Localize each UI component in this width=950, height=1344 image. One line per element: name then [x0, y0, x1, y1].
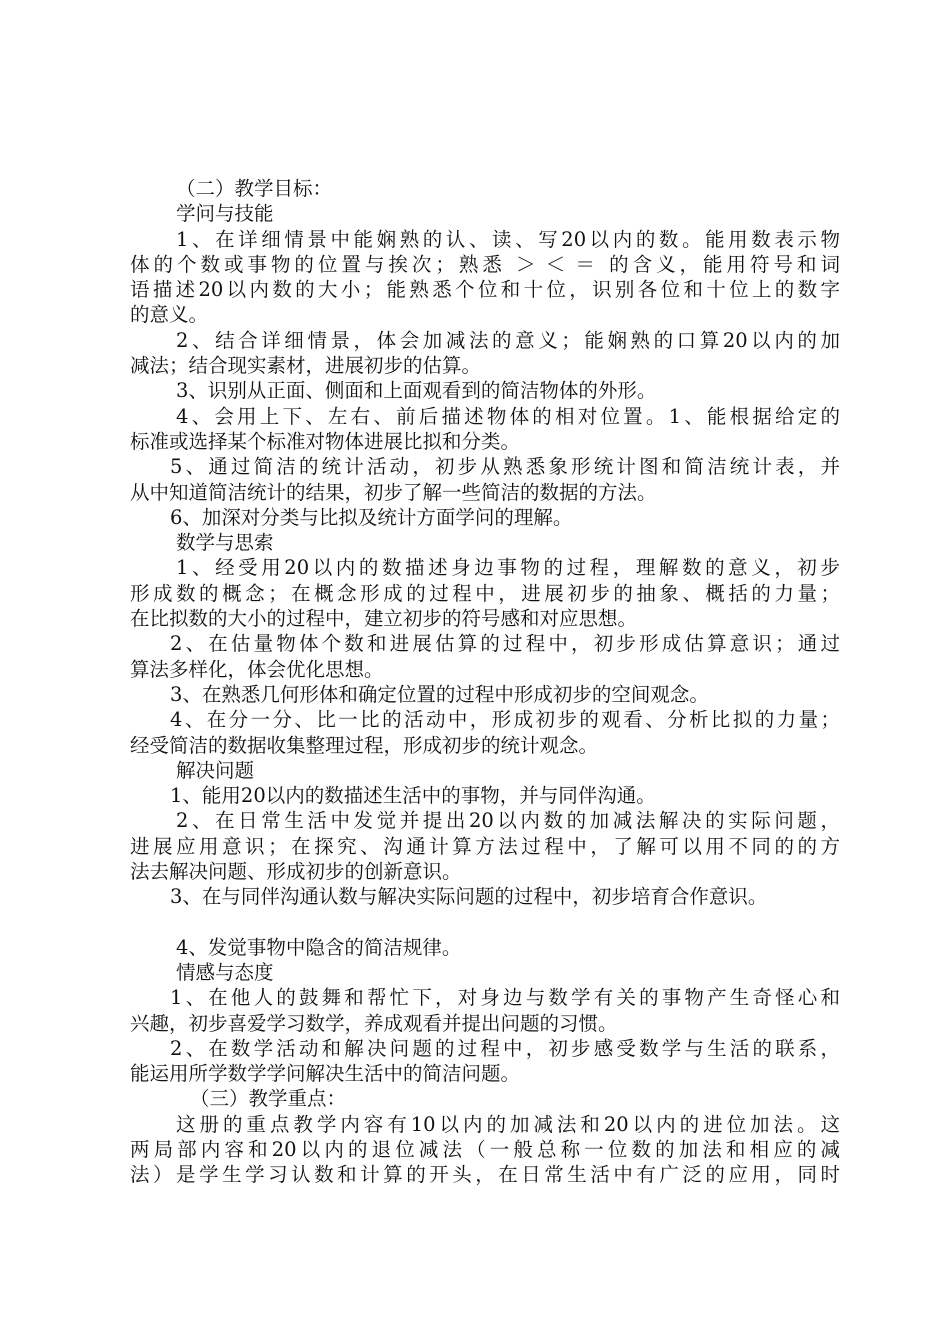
paragraph-line: 这册的重点教学内容有10以内的加减法和20以内的进位加法。这 — [176, 1112, 840, 1136]
paragraph-line: 2、在数学活动和解决问题的过程中，初步感受数学与生活的联系， — [170, 1036, 840, 1060]
paragraph-line: 法去解决问题、形成初步的创新意识。 — [130, 860, 462, 884]
section-heading-objectives: （二）教学目标： — [176, 177, 333, 200]
paragraph-line: 标准或选择某个标准对物体进展比拟和分类。 — [130, 429, 521, 453]
paragraph-line: 2、在估量物体个数和进展估算的过程中，初步形成估算意识；通过 — [170, 632, 840, 656]
paragraph-line: 算法多样化，体会优化思想。 — [130, 657, 384, 681]
section-heading-key-points: （三）教学重点： — [190, 1087, 347, 1111]
paragraph-line: 2、结合详细情景，体会加减法的意义；能娴熟的口算20以内的加 — [176, 328, 840, 352]
paragraph-line: 语描述20以内数的大小；能熟悉个位和十位，识别各位和十位上的数字 — [130, 278, 840, 302]
paragraph-line: 兴趣，初步喜爱学习数学，养成观看并提出问题的习惯。 — [130, 1011, 618, 1035]
paragraph-line: 体的个数或事物的位置与挨次；熟悉 ＞ ＜ ＝ 的含义，能用符号和词 — [130, 252, 840, 276]
paragraph-line: 在比拟数的大小的过程中，建立初步的符号感和对应思想。 — [130, 607, 638, 631]
paragraph-line: 5、通过简洁的统计活动，初步从熟悉象形统计图和简洁统计表，并 — [170, 455, 840, 479]
blank-line — [130, 910, 840, 935]
paragraph-line: 法）是学生学习认数和计算的开头，在日常生活中有广泛的应用，同时 — [130, 1163, 840, 1187]
paragraph-line: 3、在熟悉几何形体和确定位置的过程中形成初步的空间观念。 — [170, 682, 709, 706]
paragraph-line: 6、加深对分类与比拟及统计方面学问的理解。 — [170, 505, 573, 529]
paragraph-line: 2、在日常生活中发觉并提出20以内数的加减法解决的实际问题， — [176, 809, 840, 833]
paragraph-line: 1、在详细情景中能娴熟的认、读、写20以内的数。能用数表示物 — [176, 227, 840, 251]
paragraph-line: 4、在分一分、比一比的活动中，形成初步的观看、分析比拟的力量； — [170, 708, 840, 732]
paragraph-line: 减法；结合现实素材，进展初步的估算。 — [130, 354, 482, 378]
subheading-math-thinking: 数学与思索 — [176, 531, 274, 555]
paragraph-line: 3、识别从正面、侧面和上面观看到的简洁物体的外形。 — [176, 379, 657, 403]
document-body — [130, 176, 840, 1188]
subheading-knowledge-skills: 学问与技能 — [176, 202, 274, 226]
paragraph-line: 4、会用上下、左右、前后描述物体的相对位置。1、能根据给定的 — [176, 404, 840, 428]
paragraph-line: 两局部内容和20以内的退位减法（一般总称一位数的加法和相应的减 — [130, 1137, 840, 1161]
paragraph-line: 1、经受用20以内的数描述身边事物的过程，理解数的意义，初步 — [176, 556, 840, 580]
paragraph-line: 1、在他人的鼓舞和帮忙下，对身边与数学有关的事物产生奇怪心和 — [170, 986, 840, 1010]
paragraph-line: 3、在与同伴沟通认数与解决实际问题的过程中，初步培育合作意识。 — [170, 885, 768, 909]
paragraph-line: 4、发觉事物中隐含的简洁规律。 — [176, 935, 462, 959]
paragraph-line: 从中知道简洁统计的结果，初步了解一些简洁的数据的方法。 — [130, 480, 657, 504]
subheading-problem-solving: 解决问题 — [176, 758, 255, 782]
subheading-attitude: 情感与态度 — [176, 960, 274, 984]
paragraph-line: 经受简洁的数据收集整理过程，形成初步的统计观念。 — [130, 733, 599, 757]
paragraph-line: 的意义。 — [130, 303, 209, 327]
paragraph-line: 能运用所学数学学问解决生活中的简洁问题。 — [130, 1062, 521, 1086]
paragraph-line: 形成数的概念；在概念形成的过程中，进展初步的抽象、概括的力量； — [130, 581, 840, 605]
paragraph-line: 1、能用20以内的数描述生活中的事物，并与同伴沟通。 — [170, 784, 656, 808]
paragraph-line: 进展应用意识；在探究、沟通计算方法过程中，了解可以用不同的的方 — [130, 834, 840, 858]
